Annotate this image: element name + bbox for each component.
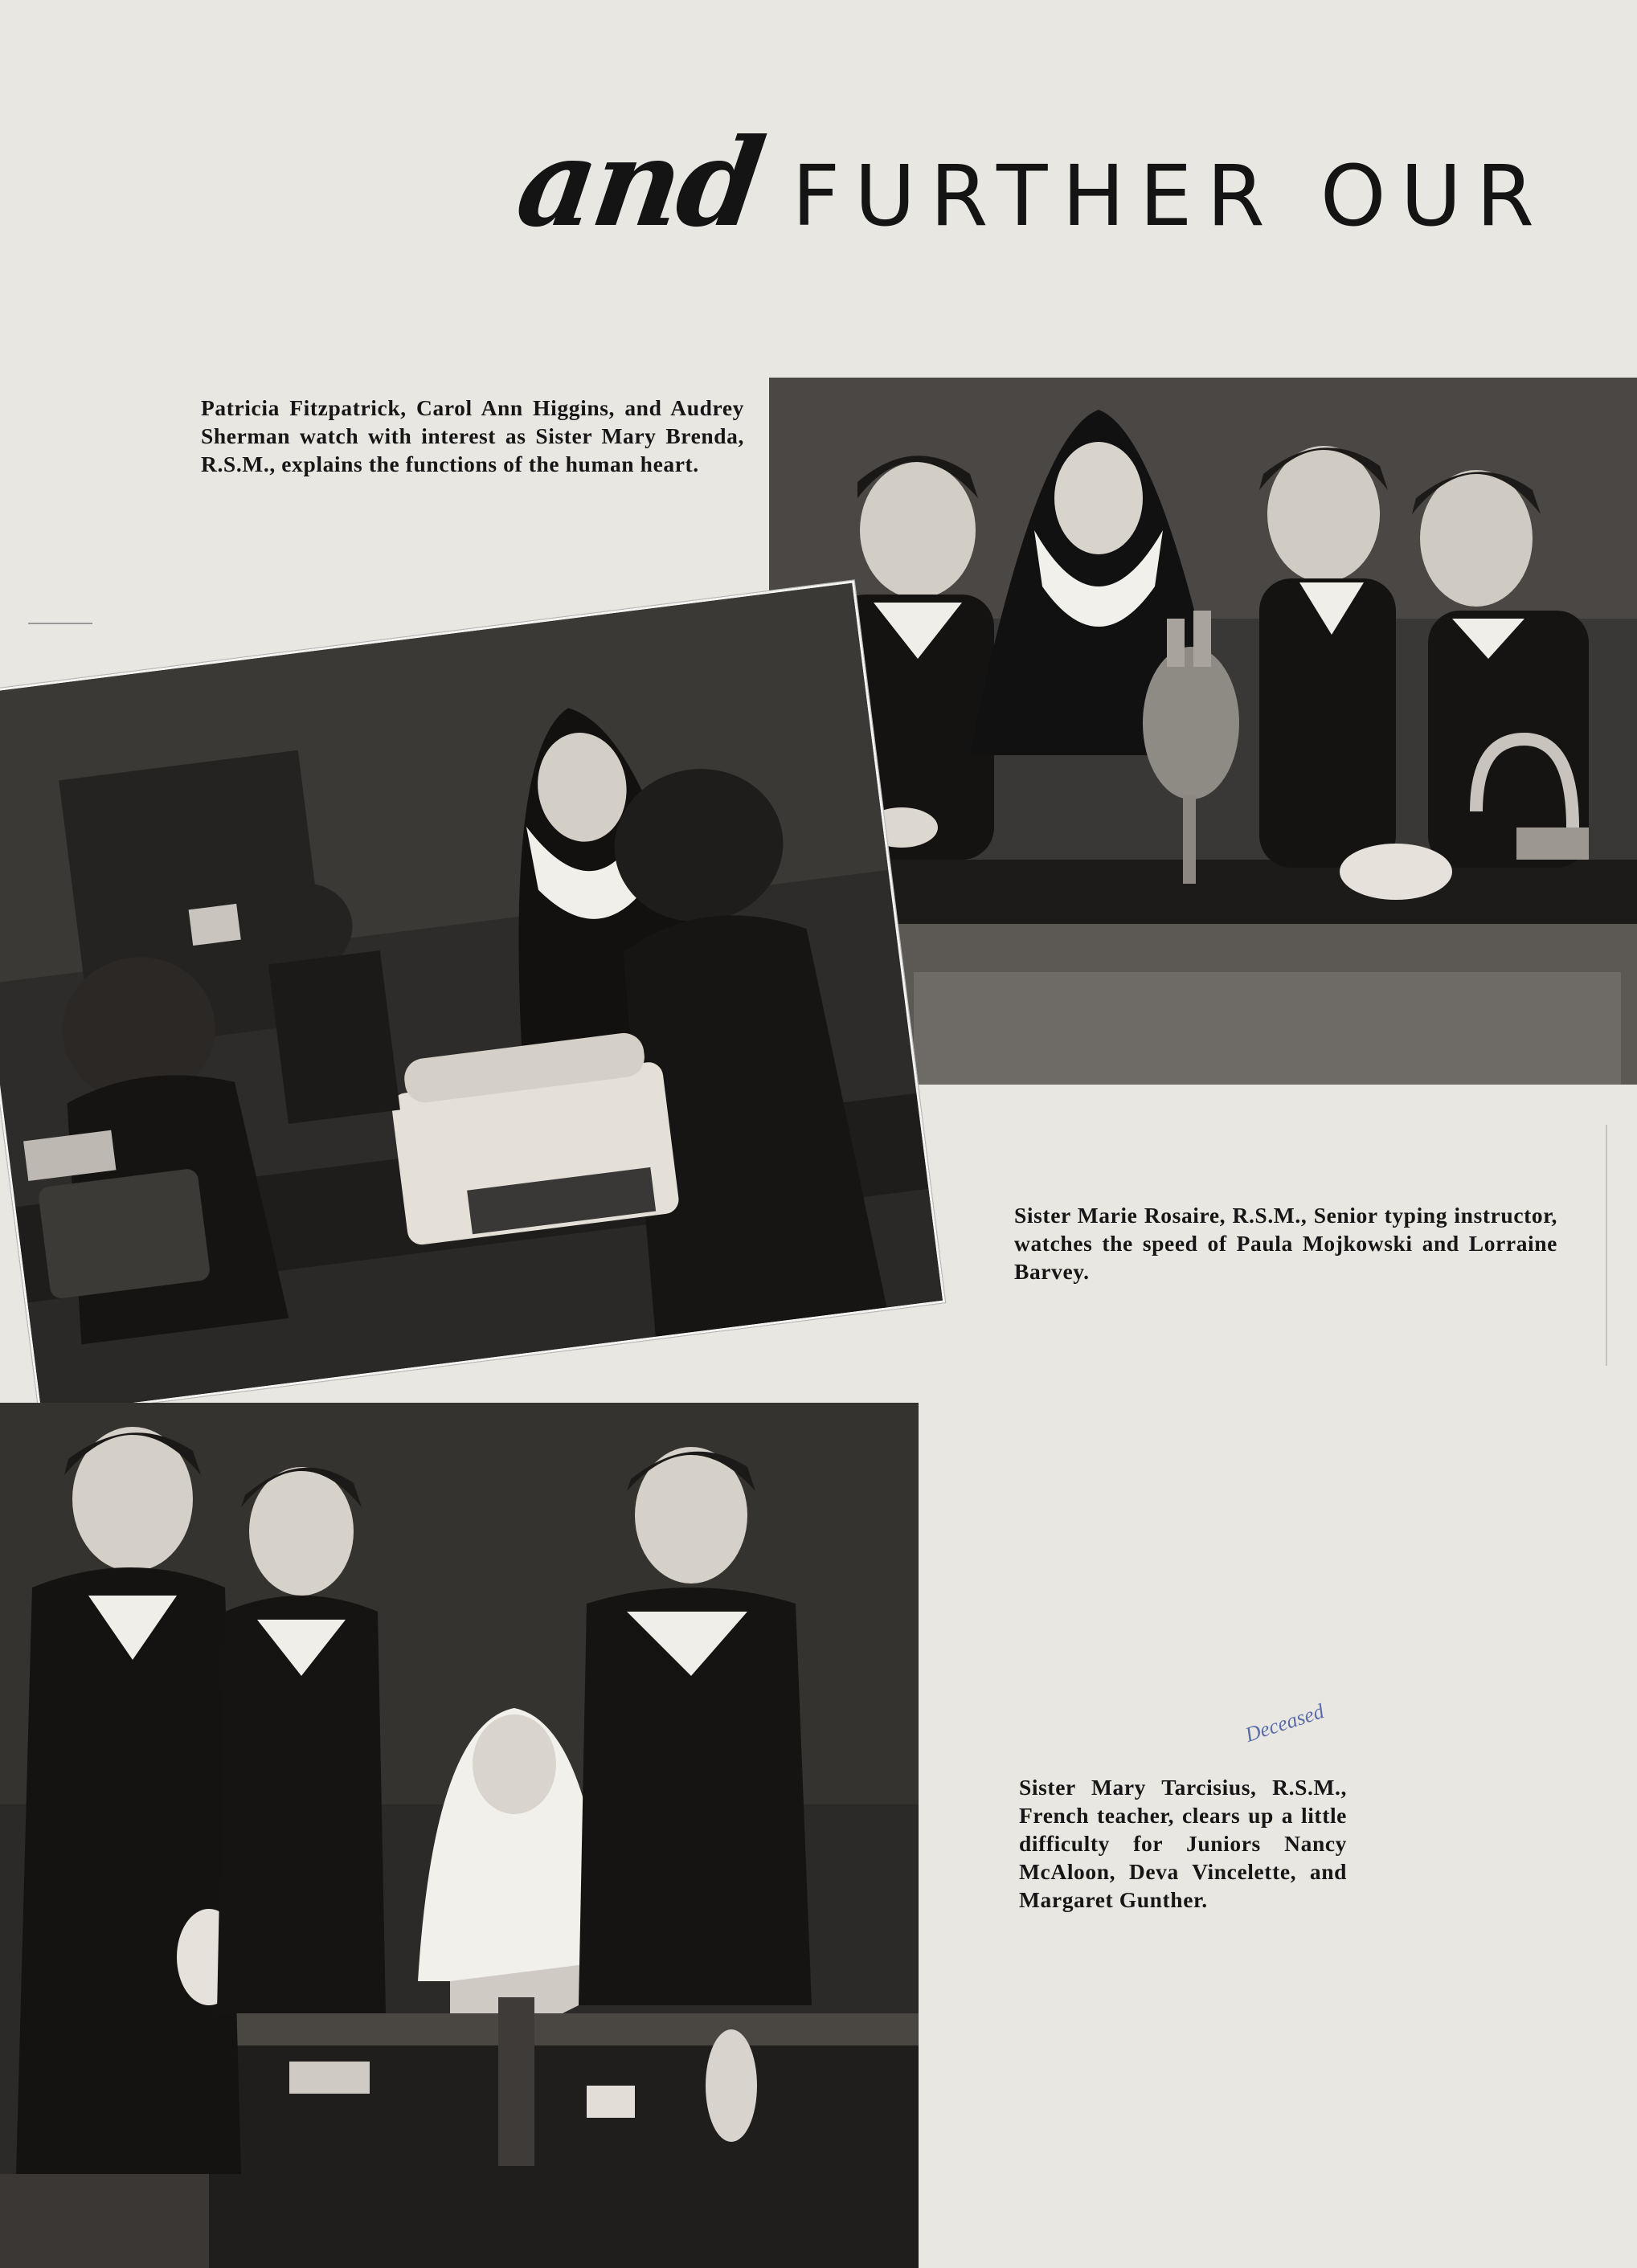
photo-typing-class-image bbox=[0, 583, 943, 1415]
caption-typing-class: Sister Marie Rosaire, R.S.M., Senior typing instructor, watches the speed of Paula Mojkowski and Lorraine Barvey. bbox=[1014, 1203, 1557, 1284]
stray-mark bbox=[28, 623, 92, 624]
handwritten-margin-note: Deceased bbox=[1242, 1699, 1327, 1747]
photo-french-lesson-image bbox=[0, 1403, 919, 2268]
caption-french-lesson: Sister Mary Tarcisius, R.S.M., French teacher, clears up a little difficulty for Juniors Nancy McAloon, Deva Vincelette, and Margaret Gunther. bbox=[1019, 1775, 1347, 1912]
page-heading bbox=[509, 112, 1549, 254]
photo-french-lesson bbox=[0, 1403, 919, 2268]
photo-typing-class bbox=[0, 580, 945, 1416]
heading-caps-words: FURTHER OUR bbox=[792, 147, 1549, 245]
caption-heart-lesson: Patricia Fitzpatrick, Carol Ann Higgins, and Audrey Sherman watch with interest as Sister Mary Brenda, R.S.M., explains the functions of the human heart. bbox=[201, 395, 744, 476]
heading-script-word: and bbox=[509, 112, 770, 254]
page-edge-shadow bbox=[1606, 1125, 1607, 1366]
